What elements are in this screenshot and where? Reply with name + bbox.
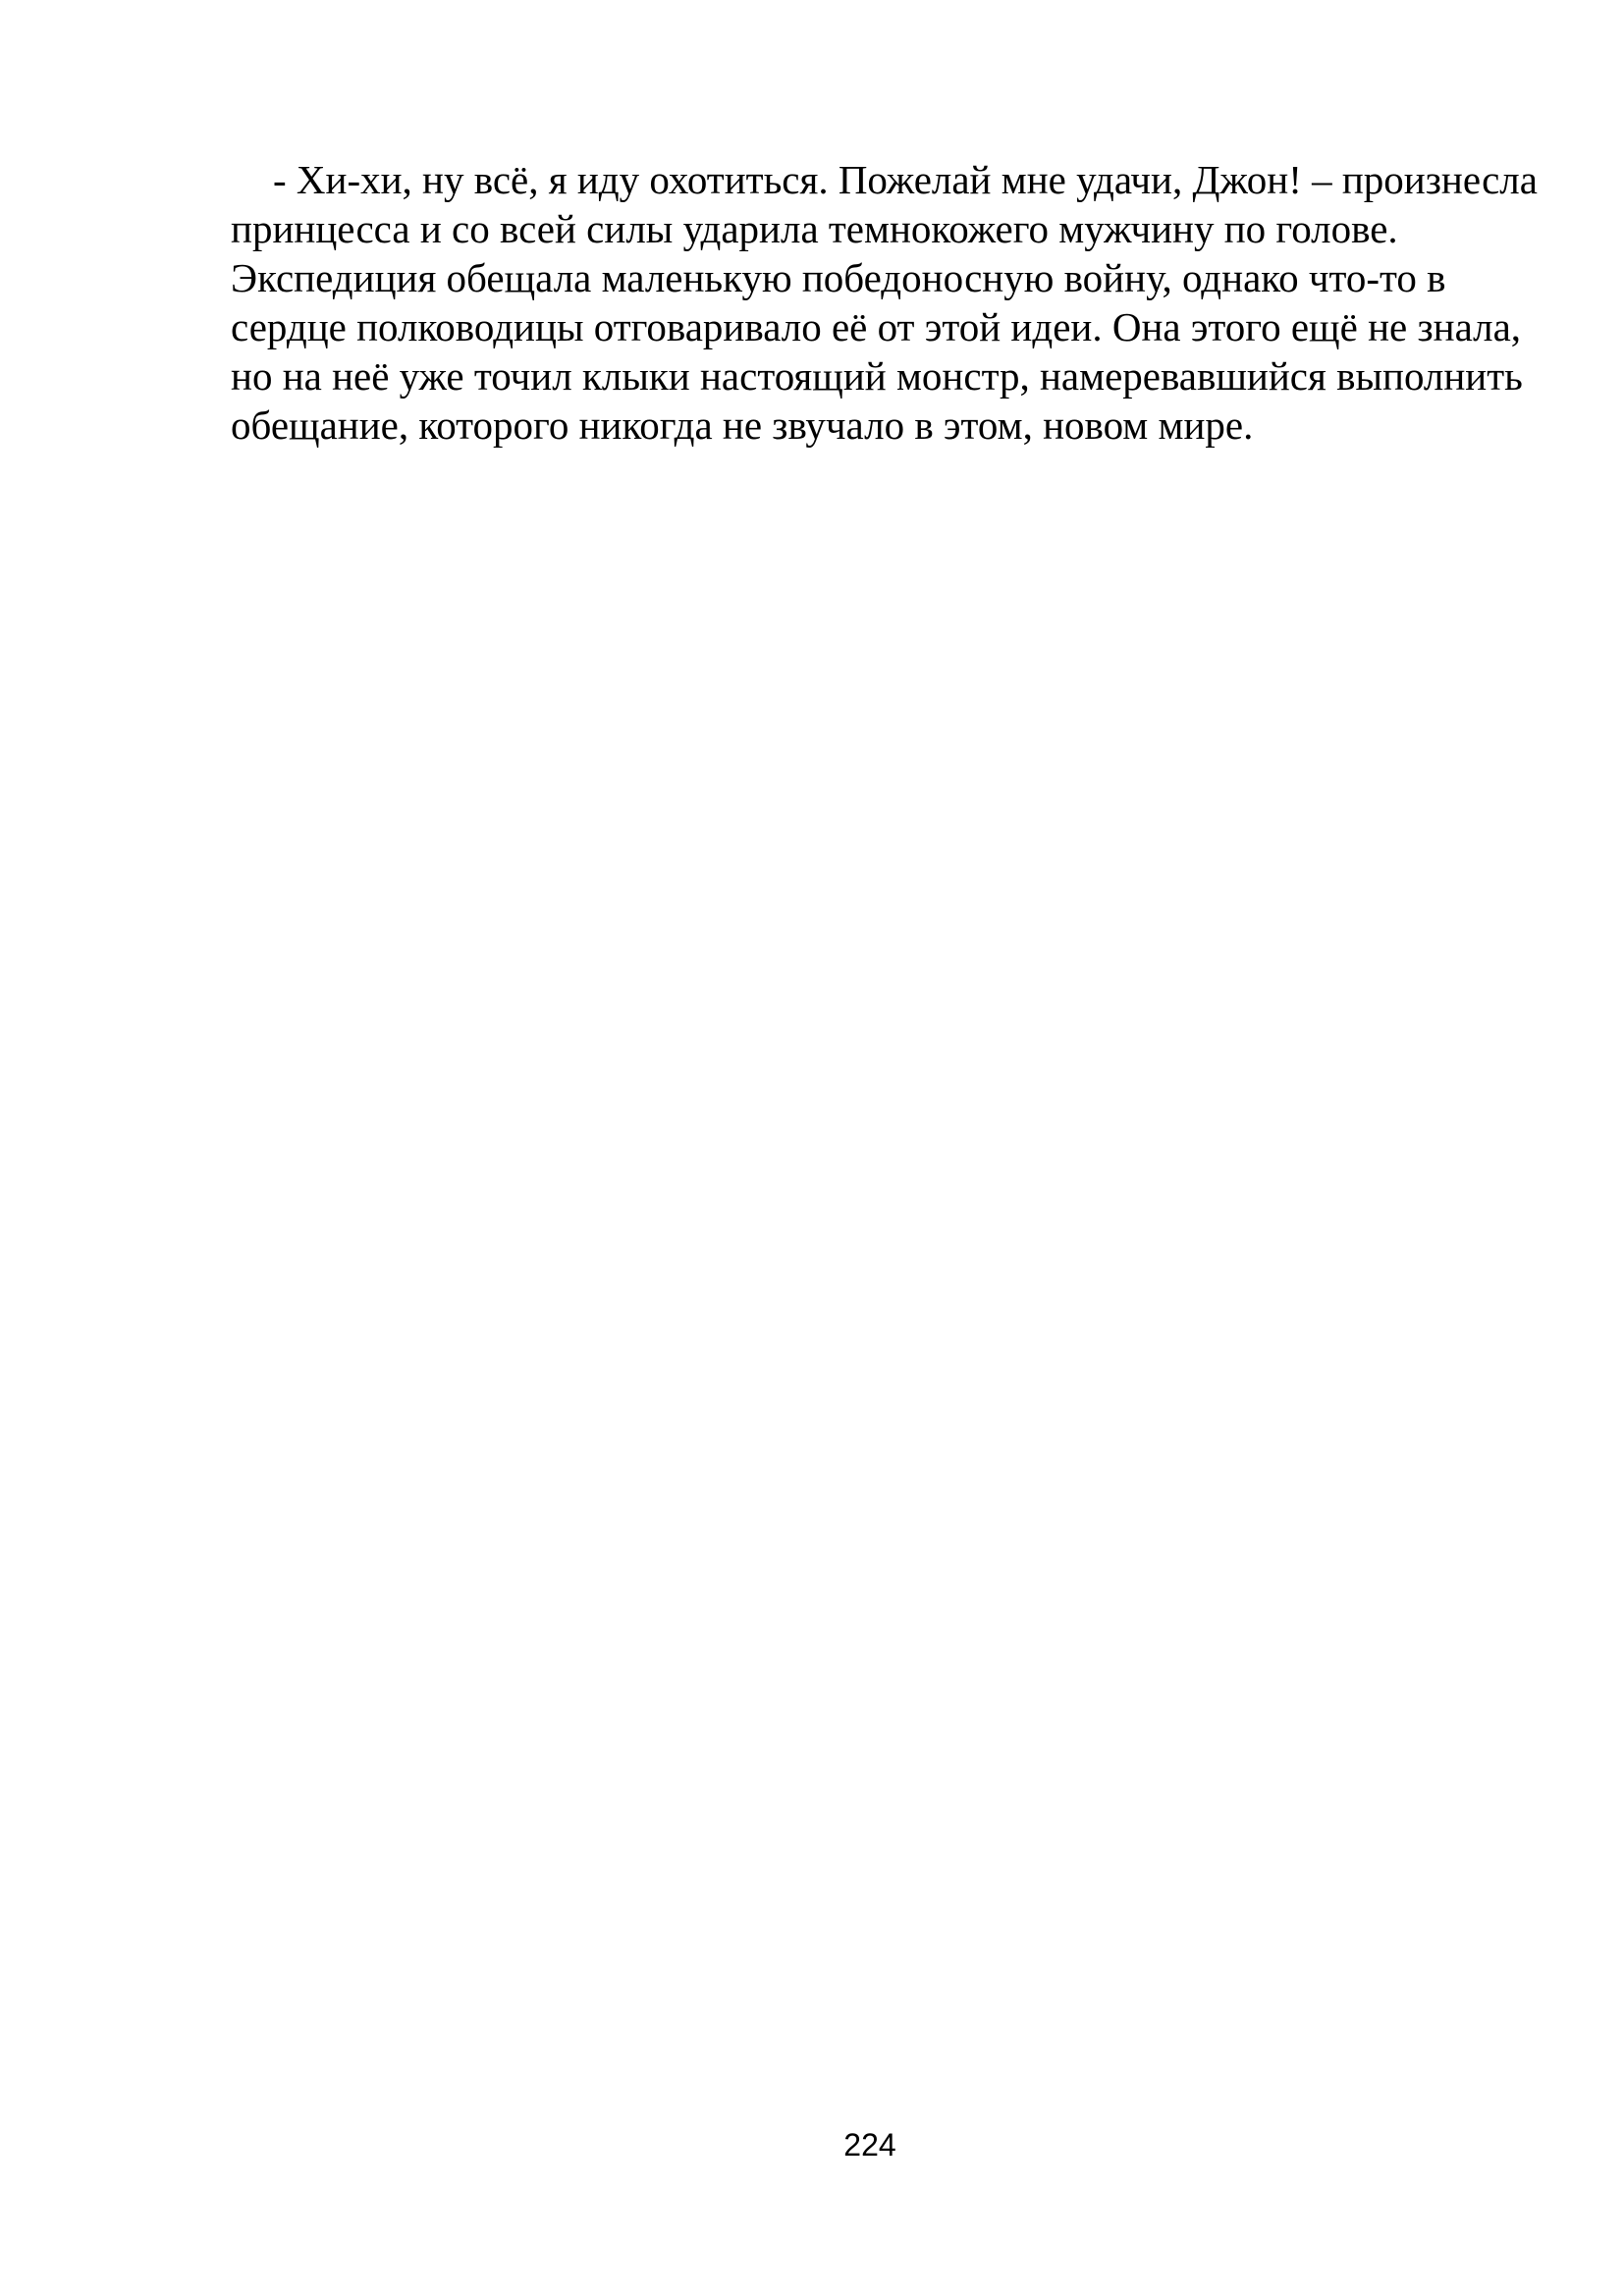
paragraph-line: но на неё уже точил клыки настоящий монстр, намеревавшийся выполнить xyxy=(231,353,1523,399)
paragraph-line: обещание, которого никогда не звучало в этом, новом мире. xyxy=(231,402,1254,448)
paragraph-line: сердце полководицы отговаривало её от этой идеи. Она этого ещё не знала, xyxy=(231,304,1522,349)
paragraph-line: - Хи-хи, ну всё, я иду охотиться. Пожелай мне удачи, Джон! – произнесла xyxy=(273,157,1538,202)
body-text-paragraph xyxy=(231,155,1538,450)
paragraph-line: принцесса и со всей силы ударила темнокожего мужчину по голове. xyxy=(231,206,1398,251)
paragraph-line: Экспедиция обещала маленькую победоносную войну, однако что-то в xyxy=(231,255,1446,300)
page-number: 224 xyxy=(843,2127,896,2163)
